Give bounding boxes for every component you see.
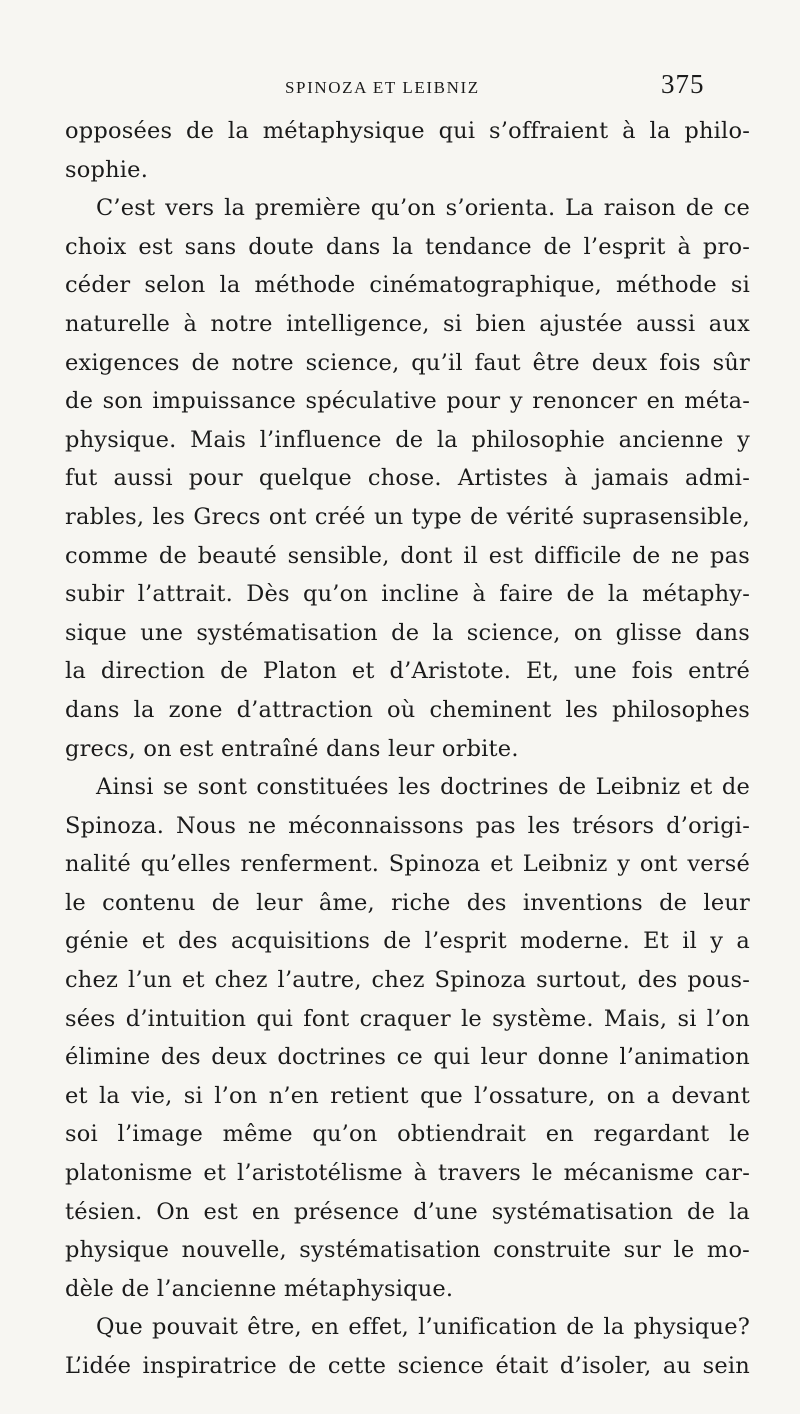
text-line: sique une systématisation de la science, on glisse dans <box>65 619 750 646</box>
page-number: 375 <box>661 69 705 99</box>
text-line: le contenu de leur âme, riche des inventions de leur <box>65 889 750 916</box>
text-line: chez l’un et chez l’autre, chez Spinoza surtout, des pous- <box>65 967 750 994</box>
text-line: subir l’attrait. Dès qu’on incline à faire de la métaphy- <box>65 581 750 608</box>
body-text <box>65 112 750 1386</box>
text-line: soi l’image même qu’on obtiendrait en regardant le <box>65 1121 750 1148</box>
text-line: génie et des acquisitions de l’esprit moderne. Et il y a <box>65 928 750 955</box>
text-line: physique. Mais l’influence de la philosophie ancienne y <box>65 426 750 453</box>
text-line: choix est sans doute dans la tendance de l’esprit à pro- <box>65 233 750 260</box>
text-line: opposées de la métaphysique qui s’offraient à la philo- <box>65 118 750 144</box>
text-line: rables, les Grecs ont créé un type de vérité suprasensible, <box>65 503 750 530</box>
text-line: céder selon la méthode cinématographique, méthode si <box>65 272 750 299</box>
text-line: sées d’intuition qui font craquer le système. Mais, si l’on <box>65 1005 750 1032</box>
text-line: comme de beauté sensible, dont il est difficile de ne pas <box>65 542 750 569</box>
text-line: tésien. On est en présence d’une systématisation de la <box>65 1198 750 1225</box>
text-line: grecs, on est entraîné dans leur orbite. <box>65 735 519 762</box>
text-line: nalité qu’elles renferment. Spinoza et Leibniz y ont versé <box>65 851 750 878</box>
text-line: de son impuissance spéculative pour y renoncer en méta- <box>65 388 750 415</box>
text-line: élimine des deux doctrines ce qui leur donne l’animation <box>65 1044 750 1071</box>
text-line: fut aussi pour quelque chose. Artistes à jamais admi- <box>65 465 750 492</box>
text-line: Spinoza. Nous ne méconnaissons pas les trésors d’origi- <box>65 812 750 839</box>
text-line: naturelle à notre intelligence, si bien ajustée aussi aux <box>65 310 750 337</box>
text-line: C’est vers la première qu’on s’orienta. La raison de ce <box>96 195 750 222</box>
text-line: dans la zone d’attraction où cheminent les philosophes <box>65 696 750 723</box>
text-line: la direction de Platon et d’Aristote. Et, une fois entré <box>65 658 750 685</box>
text-line: physique nouvelle, systématisation construite sur le mo- <box>65 1237 750 1264</box>
text-line: dèle de l’ancienne métaphysique. <box>65 1275 454 1302</box>
text-line: Que pouvait être, en effet, l’unification de la physique? <box>96 1314 750 1341</box>
text-line: L’idée inspiratrice de cette science était d’isoler, au sein <box>65 1353 750 1379</box>
text-line: sophie. <box>65 156 149 183</box>
text-line: exigences de notre science, qu’il faut être deux fois sûr <box>65 349 750 376</box>
text-line: Ainsi se sont constituées les doctrines de Leibniz et de <box>96 774 750 801</box>
text-line: et la vie, si l’on n’en retient que l’ossature, on a devant <box>65 1082 750 1109</box>
text-line: platonisme et l’aristotélisme à travers le mécanisme car- <box>65 1160 750 1187</box>
running-head: SPINOZA ET LEIBNIZ <box>285 78 480 97</box>
